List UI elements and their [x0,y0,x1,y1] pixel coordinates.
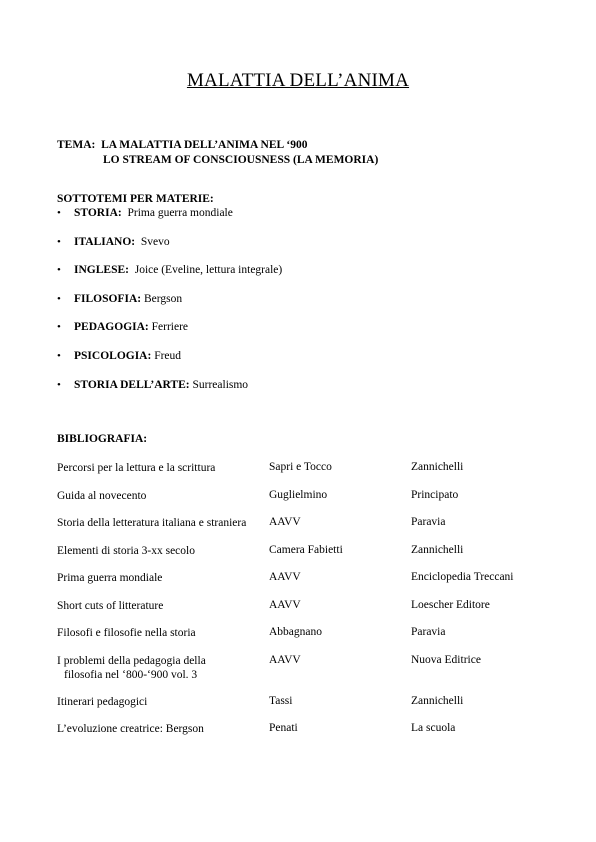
subject-name: PEDAGOGIA: [74,321,149,334]
subject-name: STORIA: [74,207,122,219]
tema-text-1: LA MALATTIA DELL’ANIMA NEL ‘900 [101,139,308,151]
subject-topic: Joice (Eveline, lettura integrale) [134,264,283,277]
sottotemi-heading: SOTTOTEMI PER MATERIE: [57,193,214,205]
book-publisher: Zannichelli [411,694,464,707]
list-item [57,321,282,350]
list-item [57,207,282,236]
subject-name: INGLESE: [74,264,129,277]
book-author: Penati [269,722,298,734]
list-item [57,264,282,293]
book-publisher: Zannichelli [411,543,464,556]
document-title: MALATTIA DELL’ANIMA [186,70,410,91]
subject-topic: Prima guerra mondiale [127,207,233,219]
book-publisher: Zannichelli [411,461,464,473]
book-publisher: Nuova Editrice [411,653,481,666]
book-publisher: Enciclopedia Treccani [411,571,514,583]
bullet-icon: • [57,207,61,219]
book-title: Itinerari pedagogici [57,695,148,708]
list-item [57,236,282,265]
book-title: L’evoluzione creatrice: Bergson [57,723,204,735]
bullet-icon: • [57,349,61,362]
subject-topic: Bergson [143,292,183,305]
book-title-cell [57,654,267,682]
bullet-icon: • [57,235,61,248]
bibliografia-heading: BIBLIOGRAFIA: [57,433,148,445]
subject-topic: Surrealismo [192,378,249,391]
list-item [57,379,282,408]
book-author: Tassi [269,694,293,707]
subject-name: STORIA DELL’ARTE: [74,378,190,391]
book-author: Camera Fabietti [269,543,343,556]
tema-line-1 [57,138,378,153]
subject-topic: Svevo [140,235,170,248]
list-item [57,293,282,322]
book-author: Sapri e Tocco [269,461,332,473]
book-author: Guglielmino [269,488,328,501]
sottotemi-list [57,207,282,407]
book-author: AAVV [269,653,301,666]
book-publisher: La scuola [411,722,456,734]
list-item [57,350,282,379]
book-publisher: Loescher Editore [411,598,490,611]
tema-block [57,138,378,168]
subject-topic: Ferriere [151,321,189,334]
book-title: Prima guerra mondiale [57,572,163,584]
book-title: Storia della letteratura italiana e straniera [57,517,247,529]
book-title: Short cuts of litterature [57,599,164,612]
book-publisher: Paravia [411,516,446,528]
book-title: Elementi di storia 3-xx secolo [57,544,195,557]
bullet-icon: • [57,378,61,391]
subject-topic: Freud [154,349,182,362]
book-author: AAVV [269,516,301,528]
book-author: Abbagnano [269,626,323,638]
tema-label: TEMA: [57,139,96,151]
bullet-icon: • [57,264,61,277]
book-title: Filosofi e filosofie nella storia [57,627,196,639]
book-title-continuation: filosofia nel ‘800-‘900 vol. 3 [64,668,198,681]
book-title: Guida al novecento [57,489,147,502]
book-author: AAVV [269,571,301,583]
book-publisher: Paravia [411,626,446,638]
book-title: I problemi della pedagogia della [57,654,206,667]
subject-name: FILOSOFIA: [74,292,142,305]
book-publisher: Principato [411,488,459,501]
subject-name: ITALIANO: [74,235,136,248]
tema-text-2: LO STREAM OF CONSCIOUSNESS (LA MEMORIA) [103,154,379,166]
book-title: Percorsi per la lettura e la scrittura [57,462,216,474]
book-author: AAVV [269,598,301,611]
subject-name: PSICOLOGIA: [74,349,152,362]
bullet-icon: • [57,321,61,334]
bullet-icon: • [57,292,61,305]
